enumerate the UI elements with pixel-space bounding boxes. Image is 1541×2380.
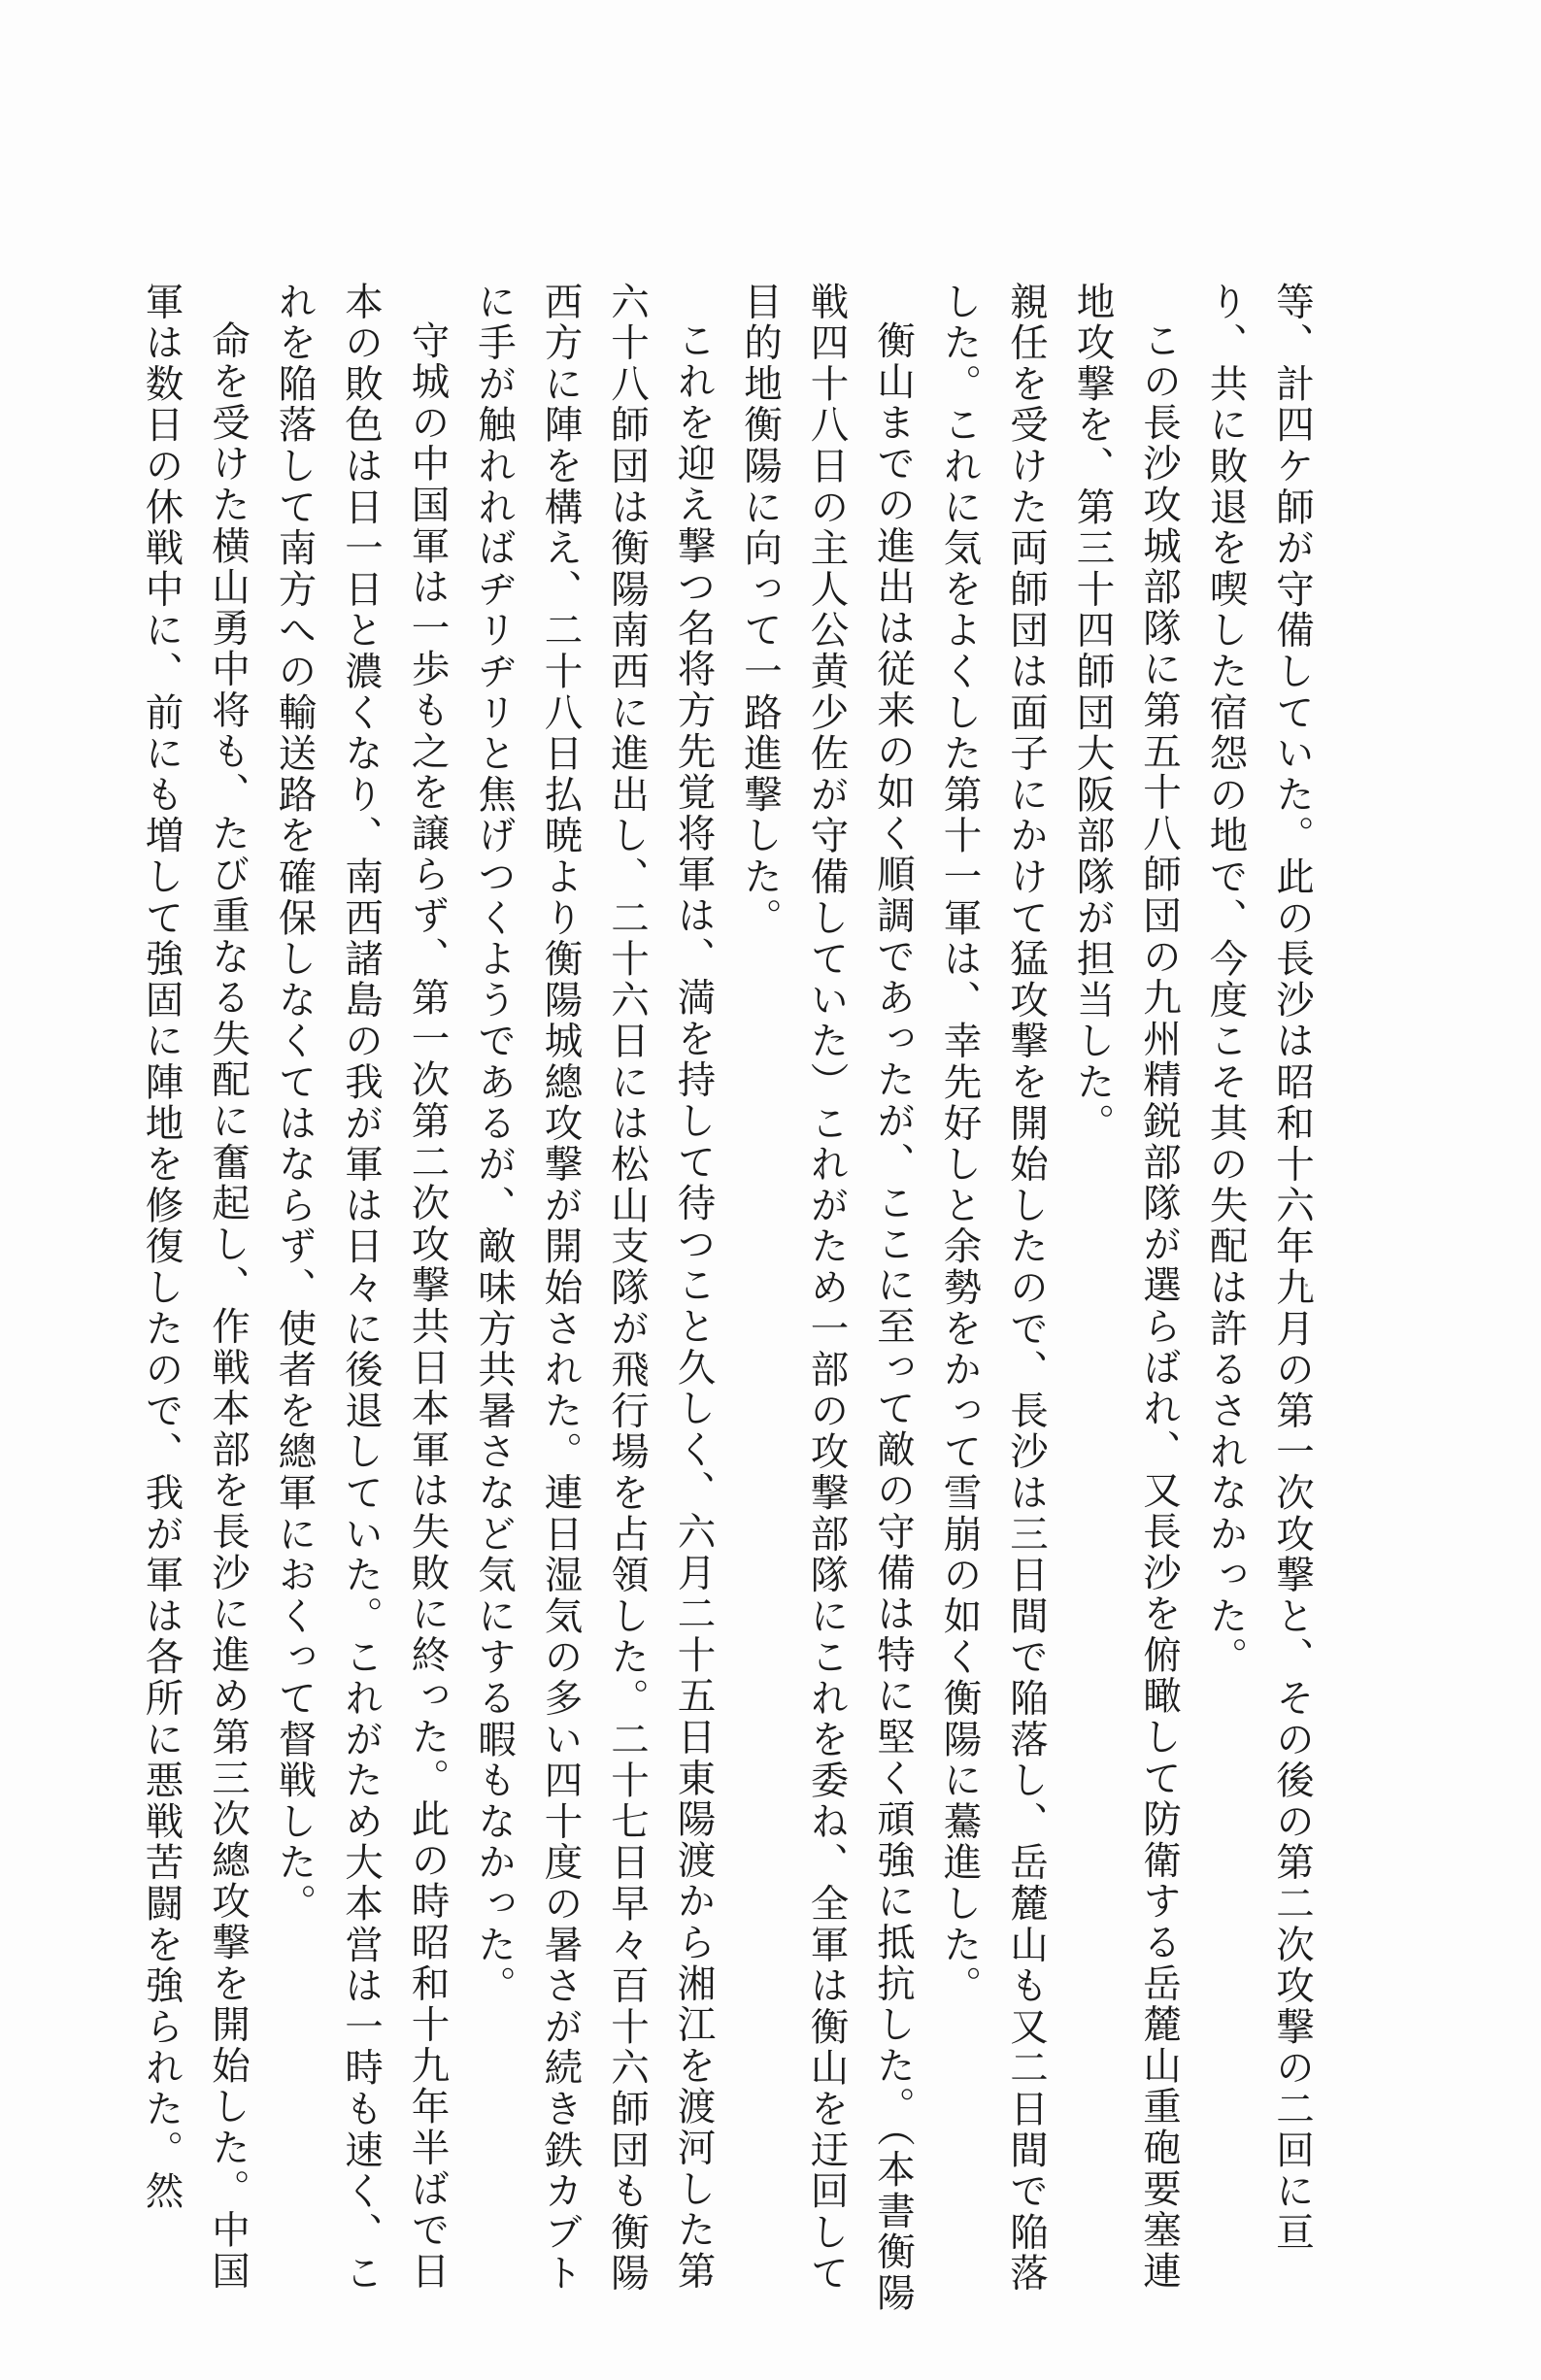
paragraph: この長沙攻城部隊に第五十八師団の九州精鋭部隊が選らばれ、又長沙を俯瞰して防衛する岳麓山重砲要塞連地攻撃を、第三十四師団大阪部隊が担当した。 xyxy=(1070,282,1182,2292)
paragraph: 等、計四ケ師が守備していた。此の長沙は昭和十六年九月の第一次攻撃と、その後の第二次攻撃の二回に亘り、共に敗退を喫した宿怨の地で、今度こそ其の失配は許るされなかった。 xyxy=(1203,282,1315,2254)
paragraph: 衡山までの進出は従来の如く順調であったが、ここに至って敵の守備は特に堅く頑強に抵抗した。（本書衡陽戦四十八日の主人公黄少佐が守備していた）これがため一部の攻撃部隊にこれを委ね、全軍は衡山を迂回して目的地衡陽に向って一路進撃した。 xyxy=(738,282,916,2314)
vertical-text-body xyxy=(128,282,1325,2330)
paragraph: 親任を受けた両師団は面子にかけて猛攻撃を開始したので、長沙は三日間で陥落し、岳麓山も又二日間で陥落した。これに気をよくした第十一軍は、幸先好しと余勢をかって雪崩の如く衡陽に驀進した。 xyxy=(937,282,1049,2295)
paragraph: 守城の中国軍は一歩も之を譲らず、第一次第二次攻撃共日本軍は失敗に終った。此の時昭和十九年半ばで日本の敗色は日一日と濃くなり、南西諸島の我が軍は日々に後退していた。これがため大本営は一時も速く、これを陥落して南方への輸送路を確保しなくてはならず、使者を總軍におくって督戦した。 xyxy=(272,282,451,2295)
paragraph: 命を受けた横山勇中将も、たび重なる失配に奮起し、作戦本部を長沙に進め第三次總攻撃を開始した。中国軍は数日の休戦中に、前にも増して強固に陣地を修復したので、我が軍は各所に悪戦苦闘を強られた。然 xyxy=(139,282,251,2292)
paragraph: これを迎え撃つ名将方先覚将軍は、満を持して待つこと久しく、六月二十五日東陽渡から湘江を渡河した第六十八師団は衡陽南西に進出し、二十六日には松山支隊が飛行場を占領した。二十七日早々百十六師団も衡陽西方に陣を構え、二十八日払暁より衡陽城總攻撃が開始された。連日湿気の多い四十度の暑さが続き鉄カブトに手が触れればヂリヂリと焦げつくようであるが、敵味方共暑さなど気にする暇もなかった。 xyxy=(472,282,717,2295)
